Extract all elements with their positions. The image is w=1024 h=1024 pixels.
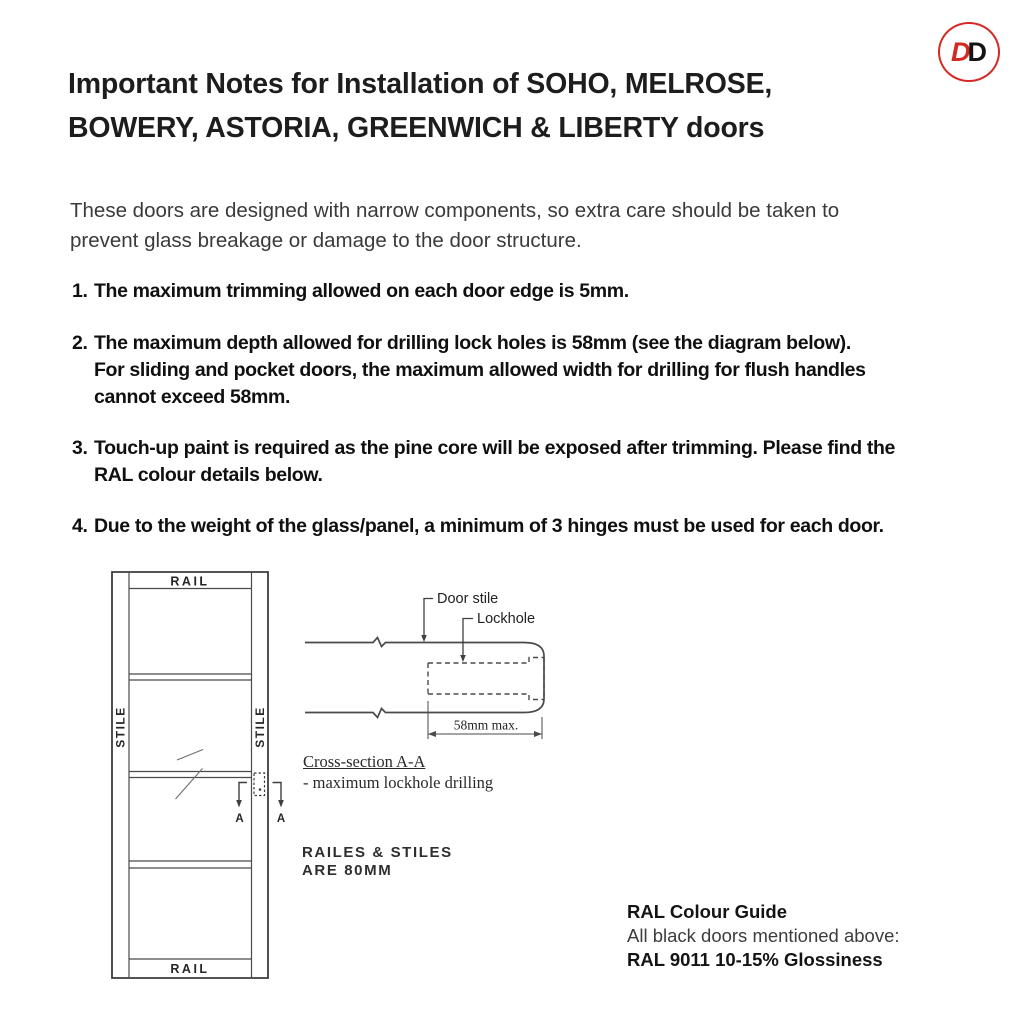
note-2-number: 2. xyxy=(72,332,88,354)
ral-guide-line2: RAL 9011 10-15% Glossiness xyxy=(627,949,883,970)
brand-logo xyxy=(938,22,1000,82)
note-2-line2: For sliding and pocket doors, the maximum allowed width for drilling for flush handles xyxy=(94,359,866,381)
rails-stiles-note xyxy=(302,844,453,880)
note-4-number: 4. xyxy=(72,515,88,537)
door-stile-leader-line xyxy=(424,599,433,637)
note-item-2 xyxy=(72,330,994,411)
stile-left-label: STILE xyxy=(113,706,128,748)
logo-letter-d1: D xyxy=(951,36,968,67)
rail-bottom-label: RAIL xyxy=(170,962,210,976)
dimension-arrowhead-right xyxy=(534,731,542,737)
intro-line2: prevent glass breakage or damage to the door structure. xyxy=(70,229,582,252)
section-arrow-right-line xyxy=(273,783,282,802)
note-2-line3: cannot exceed 58mm. xyxy=(94,386,291,408)
page-title-line1: Important Notes for Installation of SOHO, MELROSE, xyxy=(68,68,773,100)
section-label-left: A xyxy=(235,813,244,825)
intro-paragraph xyxy=(70,196,970,256)
page-title xyxy=(68,62,948,150)
section-label-right: A xyxy=(276,813,286,825)
note-1-number: 1. xyxy=(72,280,88,302)
section-arrowhead-left xyxy=(236,800,242,808)
rails-stiles-note-line2: ARE 80MM xyxy=(302,862,393,879)
lockhole-marker xyxy=(254,773,265,796)
glass-mark-1 xyxy=(177,750,203,761)
door-stile-leader-arrowhead xyxy=(421,635,427,642)
note-3-line1: Touch-up paint is required as the pine core will be exposed after trimming. Please find the xyxy=(94,437,896,459)
lockhole-leader-line xyxy=(463,619,473,657)
door-stile-label: Door stile xyxy=(437,591,499,607)
note-1-line1: The maximum trimming allowed on each door edge is 5mm. xyxy=(94,280,629,302)
note-item-1 xyxy=(72,278,994,305)
lockhole-cavity-bottom xyxy=(428,694,544,700)
rail-top-label: RAIL xyxy=(170,574,210,589)
ral-guide-line1: All black doors mentioned above: xyxy=(627,925,900,946)
ral-guide-title: RAL Colour Guide xyxy=(627,901,787,922)
intro-line1: These doors are designed with narrow components, so extra care should be taken to xyxy=(70,199,840,222)
lockhole-cavity-top xyxy=(428,658,544,664)
stile-cross-section-outline xyxy=(305,638,544,718)
cross-section-diagram xyxy=(295,582,565,744)
note-3-line2: RAL colour details below. xyxy=(94,464,323,486)
door-elevation-diagram xyxy=(95,560,295,992)
note-item-4 xyxy=(72,513,994,540)
logo-letter-d2: D xyxy=(967,36,987,67)
door-outline xyxy=(112,572,268,978)
section-arrowhead-right xyxy=(278,800,284,808)
rails-stiles-note-line1: RAILES & STILES xyxy=(302,844,453,861)
cross-section-caption-title: Cross-section A-A xyxy=(303,752,426,771)
note-3-number: 3. xyxy=(72,437,88,459)
note-4-line1: Due to the weight of the glass/panel, a minimum of 3 hinges must be used for each door. xyxy=(94,515,884,537)
dimension-label: 58mm max. xyxy=(453,717,519,733)
cross-section-caption xyxy=(303,751,493,793)
section-arrow-left-line xyxy=(239,783,247,802)
stile-right-label: STILE xyxy=(253,706,267,748)
lockhole-leader-arrowhead xyxy=(460,655,466,662)
lockhole-label: Lockhole xyxy=(477,611,536,627)
glass-mark-2 xyxy=(176,769,203,800)
dimension-arrowhead-left xyxy=(428,731,436,737)
ral-colour-guide xyxy=(627,900,900,972)
cross-section-caption-sub: - maximum lockhole drilling xyxy=(303,773,494,792)
note-2-line1: The maximum depth allowed for drilling lock holes is 58mm (see the diagram below). xyxy=(94,332,851,354)
lockhole-dot xyxy=(259,788,262,791)
page-title-line2: BOWERY, ASTORIA, GREENWICH & LIBERTY doors xyxy=(68,112,765,144)
note-item-3 xyxy=(72,435,994,489)
